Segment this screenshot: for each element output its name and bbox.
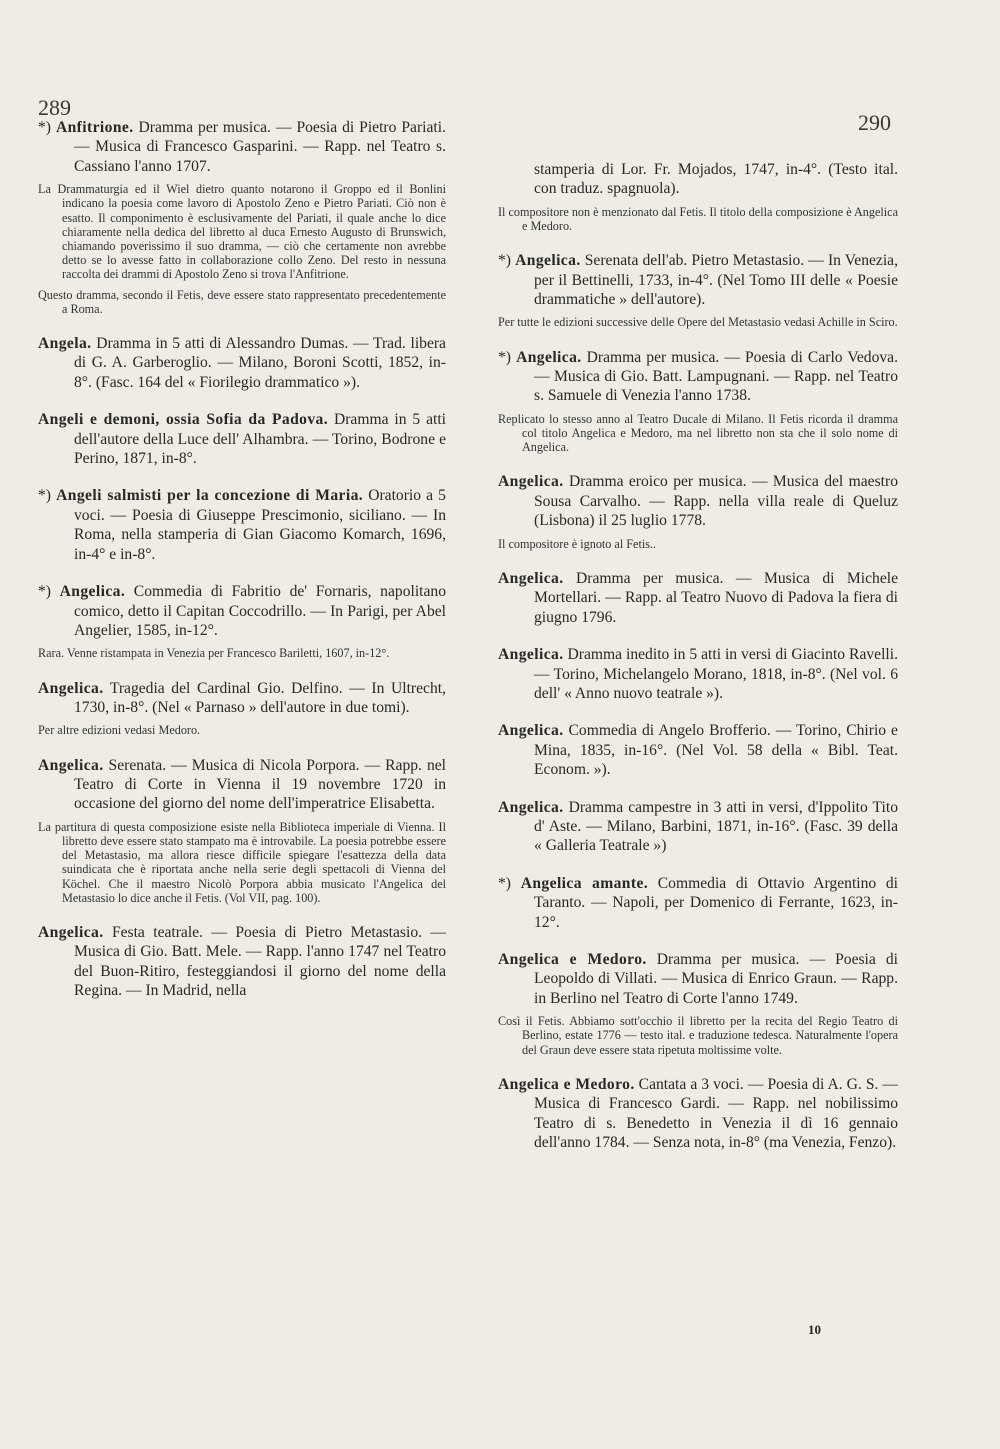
- entry-continuation: stamperia di Lor. Fr. Mojados, 1747, in-4°. (Testo ital. con traduz. spagnuola).: [534, 161, 898, 198]
- headword: Angelica.: [38, 756, 104, 774]
- entry-text: Tragedia del Cardinal Gio. Delfino. — In Ultrecht, 1730, in-8°. (Nel « Parnaso » dell'autore in due tomi).: [74, 679, 446, 716]
- entry-text: Dramma in 5 atti dell'autore della Luce dell' Alhambra. — Torino, Bodrone e Perino, 1871, in-8°.: [74, 411, 446, 468]
- entry: [38, 582, 446, 640]
- headword: Angeli e demoni, ossia Sofia da Padova.: [38, 411, 329, 429]
- headword: Angelica.: [498, 722, 564, 740]
- entry: [38, 486, 446, 564]
- entry: [38, 410, 446, 468]
- entry: [498, 472, 898, 530]
- headword: Angela.: [38, 335, 92, 353]
- headword: Angeli salmisti per la concezione di Maria.: [56, 487, 364, 505]
- entry-text: Dramma campestre in 3 atti in versi, d'Ippolito Tito d' Aste. — Milano, Barbini, 1871, in-16°. (Fasc. 39 della « Galleria Teatrale »): [534, 798, 898, 855]
- headword: Angelica.: [498, 473, 564, 491]
- signature-mark: 10: [808, 1322, 821, 1337]
- right-column: [498, 160, 898, 1170]
- note: Questo dramma, secondo il Fetis, deve essere stato rappresentato precedentemente a Roma.: [38, 287, 446, 316]
- entry-text: Commedia di Angelo Brofferio. — Torino, Chirio e Mina, 1835, in-16°. (Nel Vol. 58 della « Bibl. Teat. Econom. »).: [534, 722, 898, 779]
- entry-text: Commedia di Fabritio de' Fornaris, napolitano comico, detto il Capitan Coccodrillo. — In Parigi, per Abel Angelier, 1585, in-12°.: [74, 583, 447, 639]
- entry: [38, 679, 446, 718]
- entry: [498, 798, 898, 856]
- entry: [498, 874, 898, 932]
- page-number-right: 290: [858, 110, 891, 135]
- entry: [498, 645, 898, 703]
- asterisk-mark: *): [498, 252, 511, 270]
- entry: [498, 251, 898, 309]
- asterisk-mark: *): [38, 119, 51, 136]
- entry-text: Dramma in 5 atti di Alessandro Dumas. — Trad. libera di G. A. Garberoglio. — Milano, Boroni Scotti, 1852, in-8°. (Fasc. 164 del « Fiorilegio drammatico »).: [74, 335, 446, 391]
- entry-text: Dramma per musica. — Poesia di Leopoldo di Villati. — Musica di Enrico Graun. — Rapp. in Berlino nel Teatro di Corte l'anno 1749.: [534, 950, 898, 1007]
- headword: Angelica e Medoro.: [498, 950, 647, 968]
- note: La Drammaturgia ed il Wiel dietro quanto notarono il Groppo ed il Bonlini indicano la poesia come lavoro di Apostolo Zeno e Pietro Pariati. Ciò non è esatto. Il componimento è esclusivamente del Pariati, il quale anche lo dice chiaramente nella dedica del libretto al duca Ernesto Augusto di Brunswich, chiamando poverissimo il suo dramma, — ciò che certamente non avrebbe detto se lo avesse fatto in collaborazione collo Zeno. Del resto in nessuna raccolta dei drammi di Apostolo Zeno si trova l'Anfitrione.: [38, 182, 446, 282]
- entry-text: Dramma inedito in 5 atti in versi di Giacinto Ravelli. — Torino, Michelangelo Morano, 1818, in-8°. (Nel vol. 6 dell' « Anno nuovo teatrale »).: [534, 646, 898, 702]
- note: Per altre edizioni vedasi Medoro.: [38, 723, 201, 738]
- entry: [498, 1075, 898, 1153]
- entry-text: Serenata. — Musica di Nicola Porpora. — Rapp. nel Teatro di Corte in Vienna il 19 novembre 1720 in occasione del giorno del nome dell'imperatrice Elisabetta.: [74, 756, 446, 813]
- note: Il compositore è ignoto al Fetis..: [498, 536, 657, 551]
- entry-text: Cantata a 3 voci. — Poesia di A. G. S. — Musica di Francesco Gardi. — Rapp. nel nobilissimo Teatro di s. Benedetto in Venezia il dì 16 gennaio dell'anno 1784. — Senza nota, in-8° (ma Venezia, Fenzo).: [534, 1075, 898, 1152]
- left-column: [38, 118, 446, 1019]
- entry: [38, 334, 446, 392]
- note: La partitura di questa composizione esiste nella Biblioteca imperiale di Vienna. Il libretto deve essere stato stampato ma è introvabile. La poesia potrebbe essere del Metastasio, ma allora riesce difficile spiegare l'esattezza della data suindicata che è riportata anche nella serie degli spettacoli di Vienna del Köchel. Che il maestro Nicolò Porpora abbia musicato l'Angelica del Metastasio lo dice anche il Fetis. (Vol VII, pag. 100).: [38, 819, 446, 905]
- headword: Angelica.: [38, 923, 104, 941]
- note: Così il Fetis. Abbiamo sott'occhio il libretto per la recita del Regio Teatro di Berlino, estate 1776 — testo ital. e traduzione tedesca. Naturalmente l'opera del Graun deve essere stata ripetuta moltissime volte.: [498, 1014, 898, 1057]
- note: Rara. Venne ristampata in Venezia per Francesco Bariletti, 1607, in-12°.: [38, 646, 390, 661]
- entry: [498, 950, 898, 1008]
- headword: Anfitrione.: [55, 119, 134, 136]
- entry-text: Festa teatrale. — Poesia di Pietro Metastasio. — Musica di Gio. Batt. Mele. — Rapp. l'anno 1747 nel Teatro del Buon-Ritiro, festeggiandosi il giorno del nome della Regina. — In Madrid, nella: [74, 923, 447, 1000]
- entry-text: Oratorio a 5 voci. — Poesia di Giuseppe Prescimonio, siciliano. — In Roma, nella stamperia di Gian Giacomo Komarch, 1696, in-4° e in-8°.: [74, 487, 446, 563]
- headword: Angelica.: [498, 646, 564, 664]
- entry-text: Dramma eroico per musica. — Musica del maestro Sousa Carvalho. — Rapp. nella villa reale di Queluz (Lisbona) il 25 luglio 1778.: [534, 473, 898, 530]
- asterisk-mark: *): [38, 583, 51, 601]
- entry: [38, 756, 446, 814]
- headword: Angelica.: [498, 569, 564, 587]
- entry: [38, 923, 446, 1001]
- headword: Angelica.: [516, 348, 582, 366]
- entry: [498, 569, 898, 627]
- note: Per tutte le edizioni successive delle Opere del Metastasio vedasi Achille in Sciro.: [498, 315, 898, 330]
- page-number-left: 289: [38, 95, 71, 120]
- asterisk-mark: *): [498, 348, 511, 366]
- asterisk-mark: *): [498, 874, 511, 892]
- entry-text: Dramma per musica. — Poesia di Carlo Vedova. — Musica di Gio. Batt. Lampugnani. — Rapp. nel Teatro s. Samuele di Venezia l'anno 1738.: [534, 348, 899, 405]
- note: Replicato lo stesso anno al Teatro Ducale di Milano. Il Fetis ricorda il dramma col titolo Angelica e Medoro, ma nel libretto non sta che il solo nome di Angelica.: [498, 411, 898, 455]
- asterisk-mark: *): [38, 487, 51, 505]
- headword: Angelica.: [515, 252, 581, 270]
- headword: Angelica.: [498, 798, 564, 816]
- headword: Angelica e Medoro.: [498, 1075, 635, 1093]
- entry-text: Serenata dell'ab. Pietro Metastasio. — In Venezia, per il Bettinelli, 1733, in-4°. (Nel Tomo III delle « Poesie drammatiche » dell'autore).: [534, 252, 898, 309]
- entry: [498, 348, 898, 406]
- entry-text: Dramma per musica. — Poesia di Pietro Pariati. — Musica di Francesco Gasparini. — Rapp. nel Teatro s. Cassiano l'anno 1707.: [74, 119, 446, 175]
- headword: Angelica amante.: [520, 874, 649, 892]
- entry-text: Dramma per musica. — Musica di Michele Mortellari. — Rapp. al Teatro Nuovo di Padova la fiera di giugno 1796.: [534, 569, 898, 626]
- entry: [38, 118, 446, 176]
- headword: Angelica.: [38, 679, 104, 697]
- note: Il compositore non è menzionato dal Fetis. Il titolo della composizione è Angelica e Medoro.: [498, 204, 898, 234]
- entry: [498, 721, 898, 779]
- entry-text: Commedia di Ottavio Argentino di Taranto. — Napoli, per Domenico di Ferrante, 1623, in-12°.: [534, 874, 899, 931]
- headword: Angelica.: [59, 583, 126, 601]
